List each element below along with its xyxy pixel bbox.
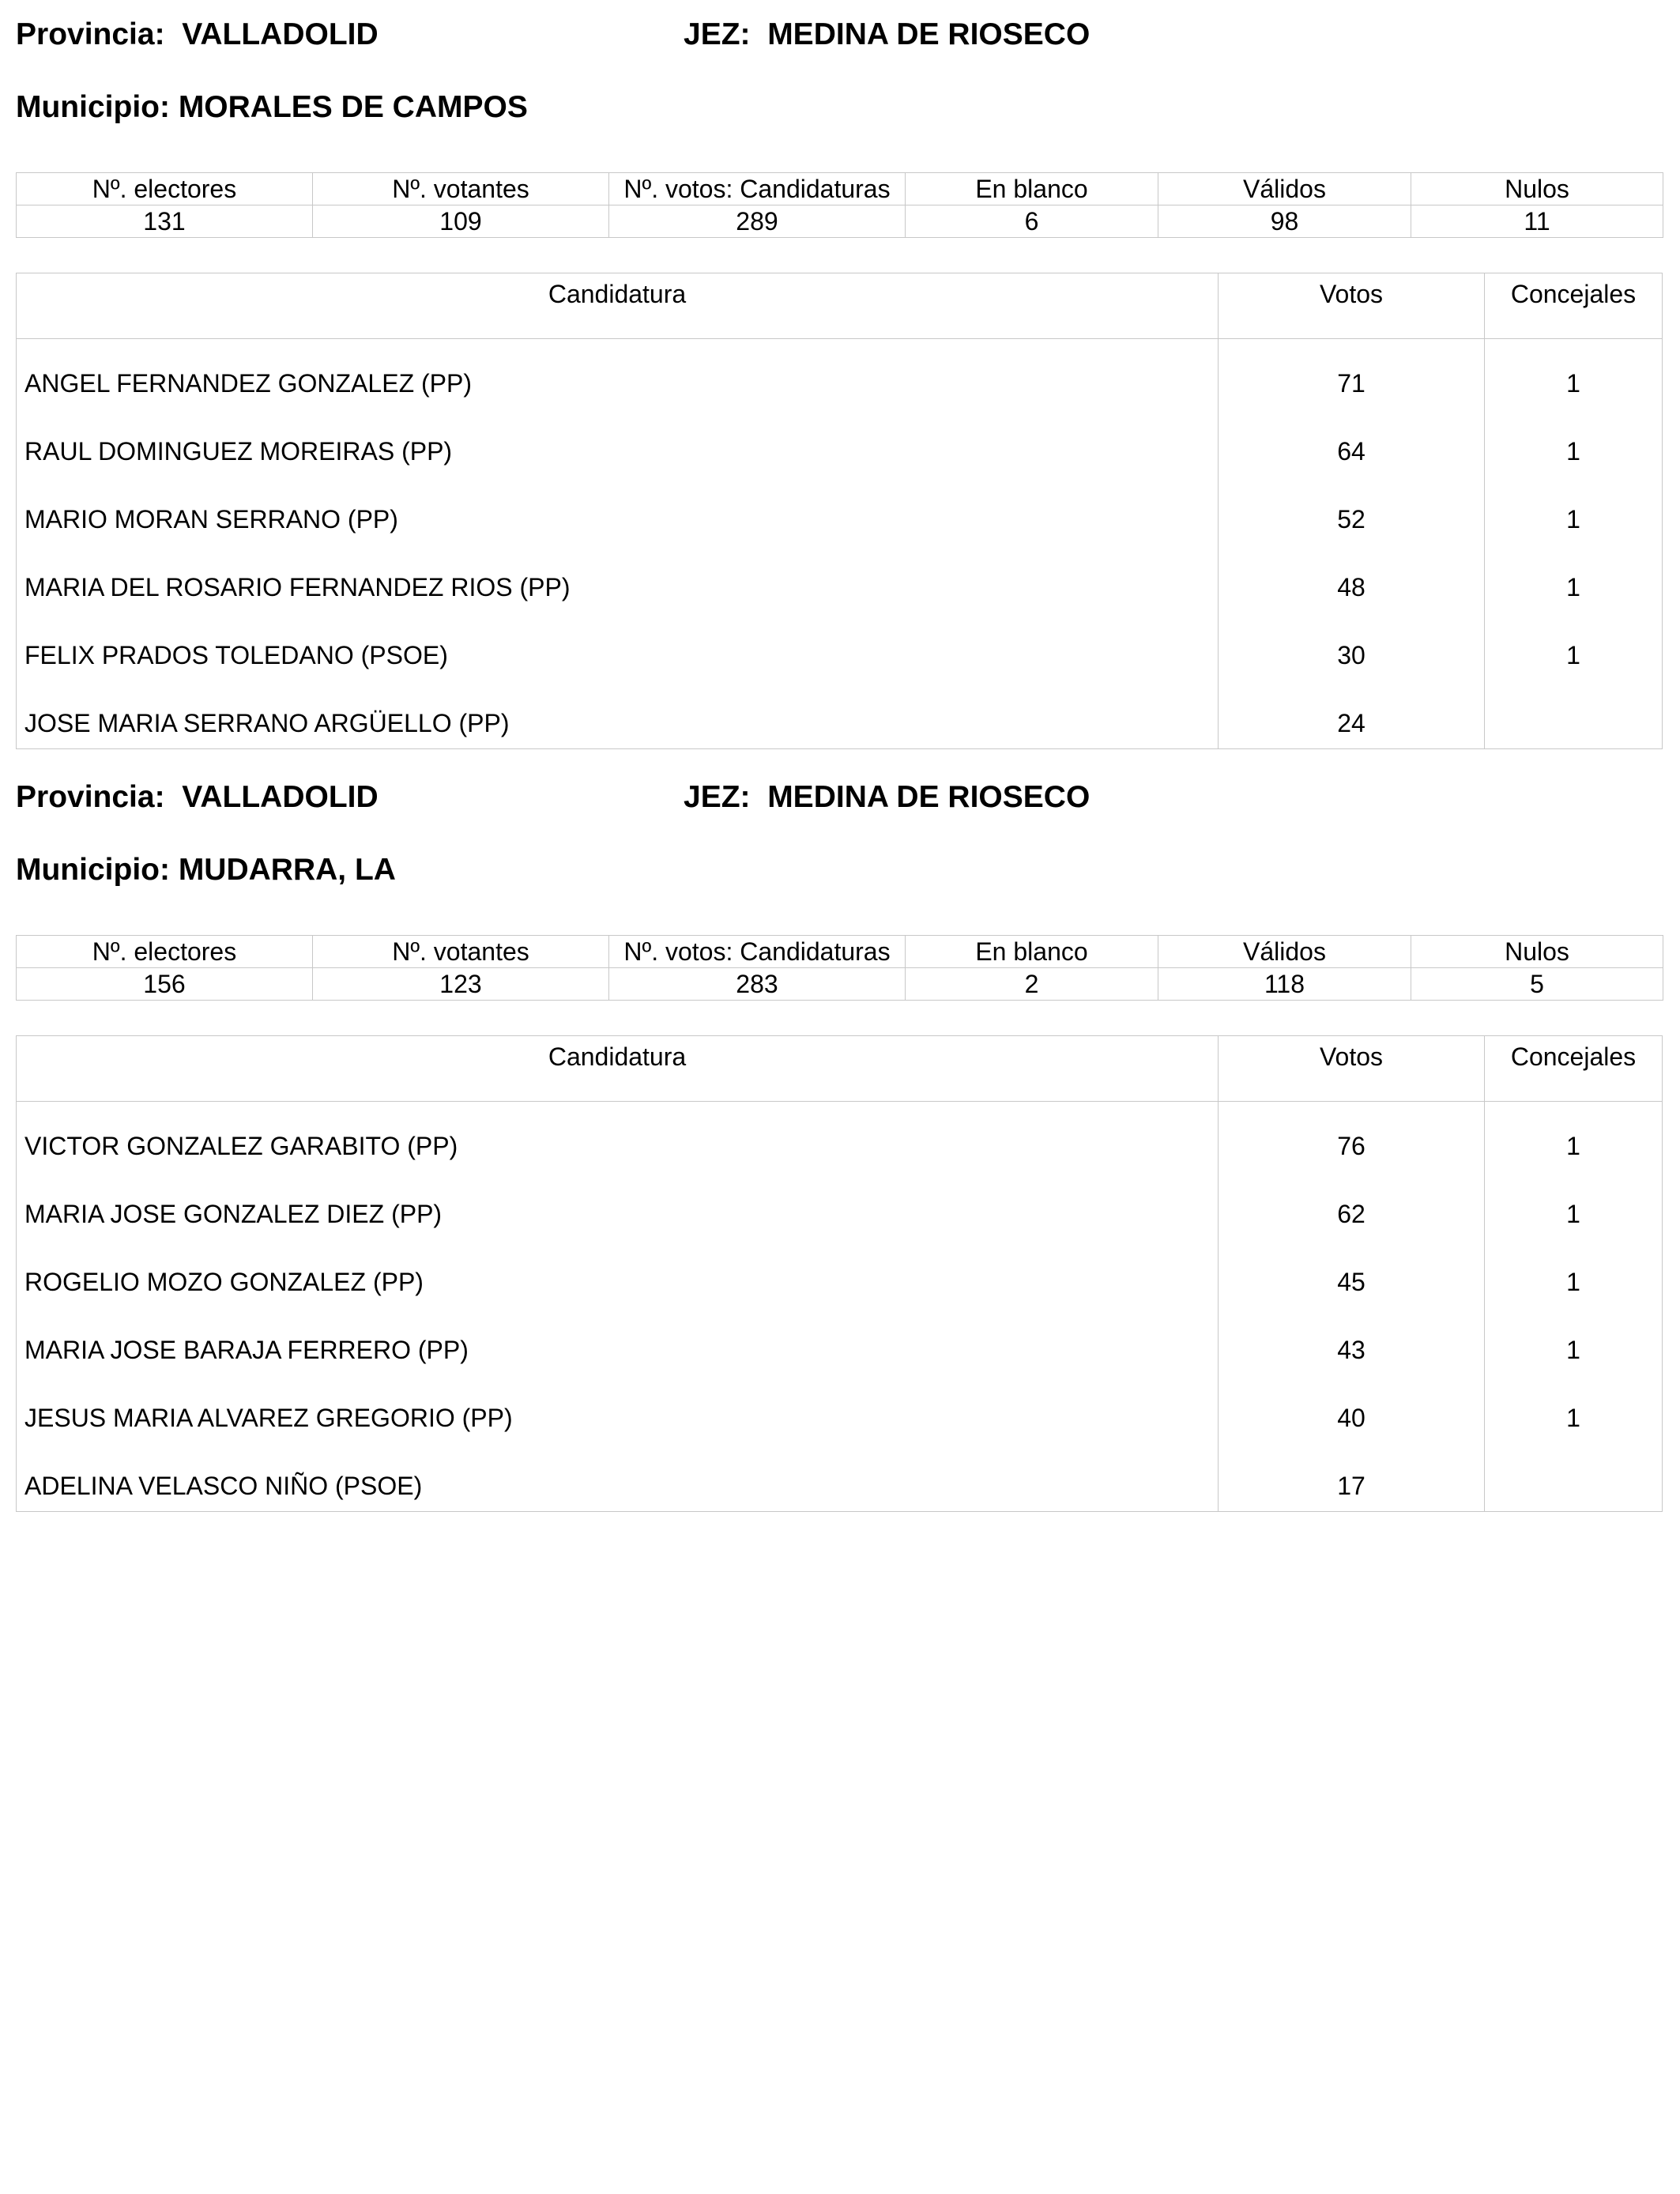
provincia-group (16, 780, 379, 815)
summary-value-electores: 131 (17, 205, 313, 238)
header-concejales: Concejales (1510, 1042, 1637, 1071)
candidates-header-row (17, 1036, 1662, 1102)
candidate-votes: 17 (1337, 1472, 1365, 1500)
candidate-row (17, 1382, 1662, 1449)
candidate-name: MARIO MORAN SERRANO (PP) (24, 505, 398, 533)
summary-value-votantes: 109 (313, 205, 609, 238)
municipio-label: Municipio: (16, 853, 170, 887)
summary-header-votantes: Nº. votantes (313, 936, 609, 968)
summary-header-en-blanco: En blanco (906, 936, 1158, 968)
candidate-row (17, 415, 1662, 483)
summary-header-row (17, 173, 1663, 205)
jez-group (684, 780, 1090, 815)
summary-value-votantes: 123 (313, 968, 609, 1001)
municipio-value: MORALES DE CAMPOS (178, 90, 528, 124)
summary-value-votos-candidaturas: 289 (609, 205, 906, 238)
candidate-concejales: 1 (1566, 369, 1580, 398)
summary-header-nulos: Nulos (1411, 173, 1663, 205)
candidate-row (17, 1314, 1662, 1382)
candidate-row (17, 1178, 1662, 1246)
candidates-body (17, 339, 1662, 748)
candidate-name: RAUL DOMINGUEZ MOREIRAS (PP) (24, 437, 453, 466)
candidate-row (17, 551, 1662, 619)
summary-table (16, 172, 1663, 238)
summary-value-row (17, 205, 1663, 238)
jez-value: MEDINA DE RIOSECO (767, 17, 1090, 51)
summary-value-validos: 118 (1158, 968, 1411, 1001)
summary-header-votos-candidaturas: Nº. votos: Candidaturas (609, 936, 906, 968)
summary-header-votos-candidaturas: Nº. votos: Candidaturas (609, 173, 906, 205)
candidate-votes: 24 (1337, 709, 1365, 737)
candidates-body (17, 1102, 1662, 1511)
candidate-concejales: 1 (1566, 1132, 1580, 1160)
provincia-value: VALLADOLID (182, 780, 379, 814)
header-concejales: Concejales (1510, 280, 1637, 308)
candidate-concejales: 1 (1566, 1404, 1580, 1432)
candidate-name: ANGEL FERNANDEZ GONZALEZ (PP) (24, 369, 472, 398)
municipio-label: Municipio: (16, 90, 170, 124)
provincia-label: Provincia: (16, 17, 165, 51)
candidate-row (17, 1449, 1662, 1511)
candidate-row (17, 1110, 1662, 1178)
candidate-row (17, 483, 1662, 551)
header-candidatura: Candidatura (548, 280, 687, 308)
candidate-name: JOSE MARIA SERRANO ARGÜELLO (PP) (24, 709, 510, 737)
candidate-row (17, 619, 1662, 687)
summary-value-nulos: 11 (1411, 205, 1663, 238)
summary-header-votantes: Nº. votantes (313, 173, 609, 205)
candidate-votes: 62 (1337, 1200, 1365, 1228)
header-votos: Votos (1319, 280, 1384, 308)
header-candidatura: Candidatura (548, 1042, 687, 1071)
municipio-header (16, 90, 1663, 130)
candidate-name: MARIA JOSE GONZALEZ DIEZ (PP) (24, 1200, 443, 1228)
candidate-name: FELIX PRADOS TOLEDANO (PSOE) (24, 641, 448, 669)
candidate-votes: 45 (1337, 1268, 1365, 1296)
summary-value-row (17, 968, 1663, 1001)
jez-label: JEZ: (684, 17, 751, 51)
candidate-votes: 43 (1337, 1336, 1365, 1364)
candidate-concejales: 1 (1566, 1268, 1580, 1296)
candidate-row (17, 687, 1662, 748)
candidate-name: MARIA JOSE BARAJA FERRERO (PP) (24, 1336, 469, 1364)
provincia-value: VALLADOLID (182, 17, 379, 51)
candidate-votes: 76 (1337, 1132, 1365, 1160)
jez-group (684, 17, 1090, 52)
candidate-name: ROGELIO MOZO GONZALEZ (PP) (24, 1268, 424, 1296)
summary-header-electores: Nº. electores (17, 936, 313, 968)
summary-value-nulos: 5 (1411, 968, 1663, 1001)
candidate-votes: 64 (1337, 437, 1365, 466)
candidates-table (16, 273, 1663, 749)
summary-header-nulos: Nulos (1411, 936, 1663, 968)
candidate-votes: 30 (1337, 641, 1365, 669)
candidate-row (17, 347, 1662, 415)
candidate-concejales: 1 (1566, 641, 1580, 669)
municipio-section-morales (16, 17, 1663, 749)
candidate-name: JESUS MARIA ALVAREZ GREGORIO (PP) (24, 1404, 513, 1432)
candidate-row (17, 1246, 1662, 1314)
summary-header-row (17, 936, 1663, 968)
provincia-label: Provincia: (16, 780, 165, 814)
candidate-concejales: 1 (1566, 1336, 1580, 1364)
candidate-name: ADELINA VELASCO NIÑO (PSOE) (24, 1472, 423, 1500)
summary-header-validos: Válidos (1158, 173, 1411, 205)
candidate-concejales: 1 (1566, 1200, 1580, 1228)
province-header (16, 780, 1663, 820)
summary-table (16, 935, 1663, 1001)
jez-label: JEZ: (684, 780, 751, 814)
summary-header-electores: Nº. electores (17, 173, 313, 205)
candidate-concejales: 1 (1566, 573, 1580, 601)
summary-header-en-blanco: En blanco (906, 173, 1158, 205)
candidate-votes: 40 (1337, 1404, 1365, 1432)
summary-value-en-blanco: 6 (906, 205, 1158, 238)
province-header (16, 17, 1663, 57)
summary-value-validos: 98 (1158, 205, 1411, 238)
summary-value-electores: 156 (17, 968, 313, 1001)
jez-value: MEDINA DE RIOSECO (767, 780, 1090, 814)
candidate-concejales: 1 (1566, 437, 1580, 466)
candidates-header-row (17, 273, 1662, 339)
header-votos: Votos (1319, 1042, 1384, 1071)
candidate-name: MARIA DEL ROSARIO FERNANDEZ RIOS (PP) (24, 573, 571, 601)
summary-header-validos: Válidos (1158, 936, 1411, 968)
candidate-concejales: 1 (1566, 505, 1580, 533)
candidate-votes: 71 (1337, 369, 1365, 398)
municipio-header (16, 853, 1663, 892)
summary-value-en-blanco: 2 (906, 968, 1158, 1001)
provincia-group (16, 17, 379, 52)
summary-value-votos-candidaturas: 283 (609, 968, 906, 1001)
candidate-votes: 52 (1337, 505, 1365, 533)
municipio-section-mudarra (16, 780, 1663, 1512)
candidates-table (16, 1035, 1663, 1512)
candidate-name: VICTOR GONZALEZ GARABITO (PP) (24, 1132, 458, 1160)
municipio-value: MUDARRA, LA (178, 853, 396, 887)
candidate-votes: 48 (1337, 573, 1365, 601)
